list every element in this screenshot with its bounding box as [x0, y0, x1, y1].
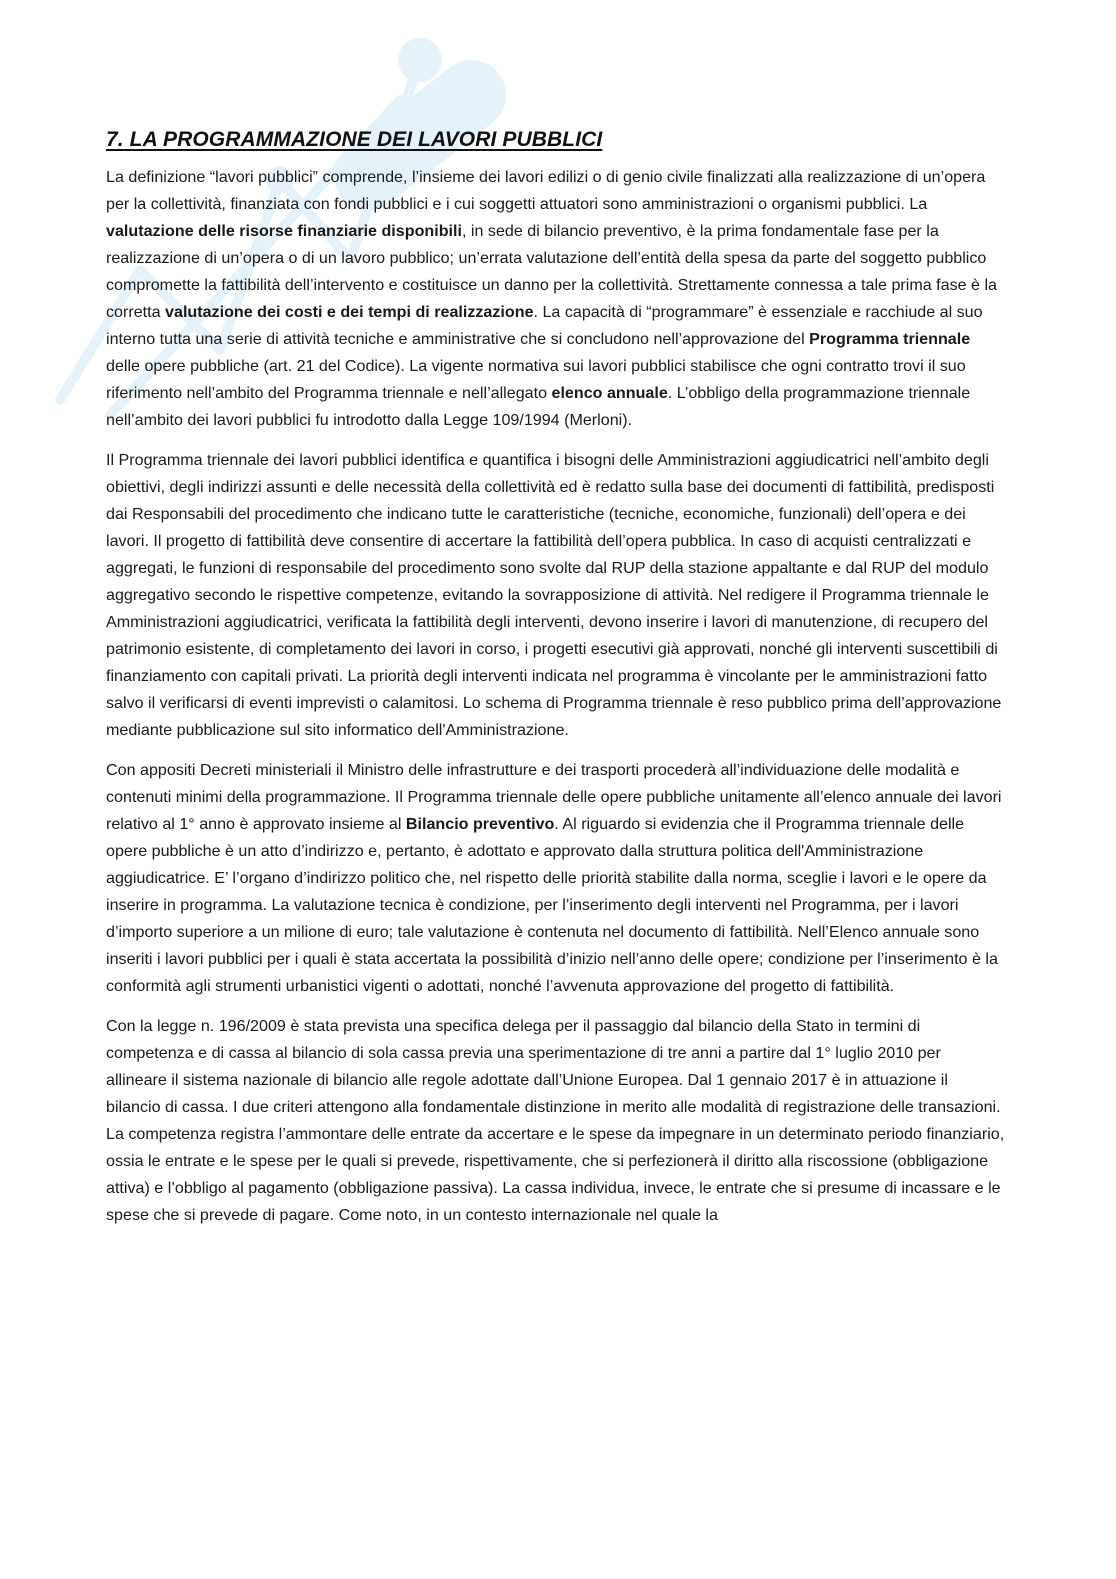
text-run: . L’obbligo della programmazione triennale nell’ambito dei lavori pubblici fu introdotto dalla Legge 109/1994 (Merloni).: [106, 384, 971, 429]
paragraph: [106, 1013, 1006, 1229]
text-run: delle opere pubbliche (art. 21 del Codice). La vigente normativa sui lavori pubblici stabilisce che ogni contratto trovi il suo riferimento nell’ambito del Programma triennale e nell’allegato: [106, 357, 966, 402]
paragraph: [106, 164, 1006, 434]
text-run: Con appositi Decreti ministeriali il Ministro delle infrastrutture e dei trasporti procederà all’individuazione delle modalità e contenuti minimi della programmazione. Il Programma triennale delle opere pubbliche unitamente all’elenco annuale dei lavori relativo al 1° anno è approvato insieme al: [106, 761, 1002, 833]
bold-text: Programma triennale: [809, 330, 971, 348]
text-run: Con la legge n. 196/2009 è stata prevista una specifica delega per il passaggio dal bilancio della Stato in termini di competenza e di cassa al bilancio di sola cassa previa una sperimentazione di tre anni a partire dal 1° luglio 2010 per allineare il sistema nazionale di bilancio alle regole adottate dall’Unione Europea. Dal 1 gennaio 2017 è in attuazione il bilancio di cassa. I due criteri attengono alla fondamentale distinzione in merito alle modalità di registrazione delle transazioni. La competenza registra l’ammontare delle entrate da accertare e le spese da impegnare in un determinato periodo finanziario, ossia le entrate e le spese per le quali si prevede, rispettivamente, che si perfezionerà il diritto alla riscossione (obbligazione attiva) e l’obbligo al pagamento (obbligazione passiva). La cassa individua, invece, le entrate che si presume di incassare e le spese che si prevede di pagare. Come noto, in un contesto internazionale nel quale la: [106, 1017, 1005, 1224]
text-run: . Al riguardo si evidenzia che il Programma triennale delle opere pubbliche è un atto d’indirizzo e, pertanto, è adottato e approvato dalla struttura politica dell'Amministrazione aggiudicatrice. E’ l’organo d’indirizzo politico che, nel rispetto delle priorità stabilite dalla norma, sceglie i lavori e le opere da inserire in programma. La valutazione tecnica è condizione, per l’inserimento degli interventi nel Programma, per i lavori d’importo superiore a un milione di euro; tale valutazione è contenuta nel documento di fattibilità. Nell’Elenco annuale sono inseriti i lavori pubblici per i quali è stata accertata la possibilità d’inizio nell’anno delle opere; condizione per l’inserimento è la conformità agli strumenti urbanistici vigenti o adottati, nonché l’avvenuta approvazione del progetto di fattibilità.: [106, 815, 998, 995]
paragraph: [106, 447, 1006, 744]
paragraph: [106, 757, 1006, 1000]
document-page: [106, 128, 1006, 1242]
document-body: [106, 164, 1006, 1229]
text-run: , in sede di bilancio preventivo, è la prima fondamentale fase per la realizzazione di un’opera o di un lavoro pubblico; un’errata valutazione dell’entità della spesa da parte del soggetto pubblico compromette la fattibilità dell’intervento e costituisce un danno per la collettività. Strettamente connessa a tale prima fase è la corretta: [106, 222, 997, 321]
text-run: Il Programma triennale dei lavori pubblici identifica e quantifica i bisogni delle Amministrazioni aggiudicatrici nell’ambito degli obiettivi, degli indirizzi assunti e delle necessità della collettività ed è redatto sulla base dei documenti di fattibilità, predisposti dai Responsabili del procedimento che indicano tutte le caratteristiche (tecniche, economiche, funzionali) dell’opera e dei lavori. Il progetto di fattibilità deve consentire di accertare la fattibilità dell’opera pubblica. In caso di acquisti centralizzati e aggregati, le funzioni di responsabile del procedimento sono svolte dal RUP della stazione appaltante e dal RUP del modulo aggregativo secondo le rispettive competenze, evitando la sovrapposizione di attività. Nel redigere il Programma triennale le Amministrazioni aggiudicatrici, verificata la fattibilità degli interventi, devono inserire i lavori di manutenzione, di recupero del patrimonio esistente, di completamento dei lavori in corso, i progetti esecutivi già approvati, nonché gli interventi suscettibili di finanziamento con capitali privati. La priorità degli interventi indicata nel programma è vincolante per le amministrazioni fatto salvo il verificarsi di eventi imprevisti o calamitosi. Lo schema di Programma triennale è reso pubblico prima dell’approvazione mediante pubblicazione sul sito informatico dell'Amministrazione.: [106, 451, 1002, 739]
text-run: La definizione “lavori pubblici” comprende, l’insieme dei lavori edilizi o di genio civile finalizzati alla realizzazione di un’opera per la collettività, finanziata con fondi pubblici e i cui soggetti attuatori sono amministrazioni o organismi pubblici. La: [106, 168, 986, 213]
text-run: . La capacità di “programmare” è essenziale e racchiude al suo interno tutta una serie di attività tecniche e amministrative che si concludono nell’approvazione del: [106, 303, 983, 348]
bold-text: Bilancio preventivo: [405, 815, 555, 833]
bold-text: valutazione delle risorse finanziarie disponibili: [106, 222, 462, 240]
page-title: 7. LA PROGRAMMAZIONE DEI LAVORI PUBBLICI: [106, 128, 603, 151]
bold-text: elenco annuale: [551, 384, 668, 402]
bold-text: valutazione dei costi e dei tempi di realizzazione: [165, 303, 534, 321]
